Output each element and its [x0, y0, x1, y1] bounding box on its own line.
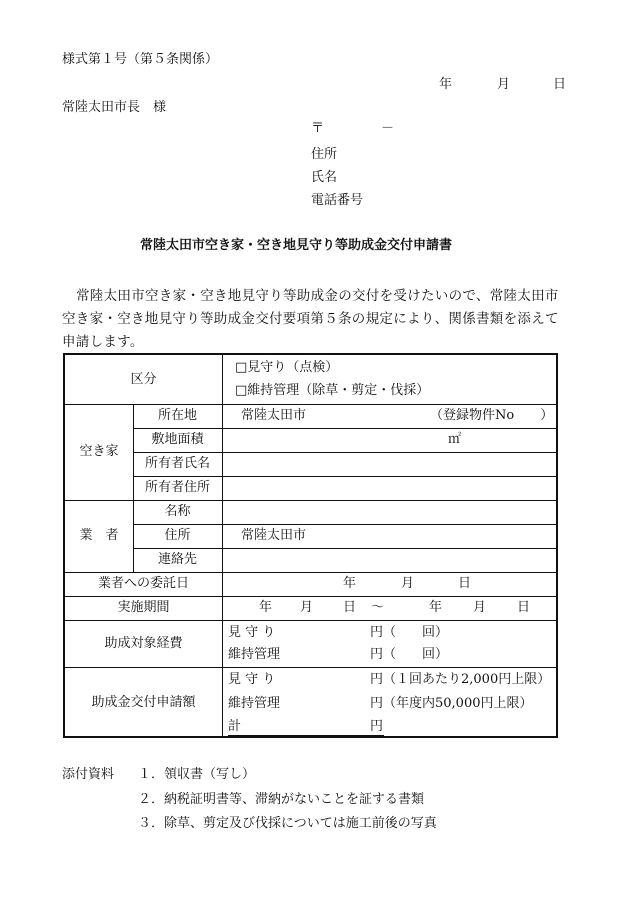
owner-name-label: 所有者氏名 [144, 456, 210, 471]
commission-month: 月 [401, 576, 415, 591]
applicant-address-label: 住所 [311, 147, 338, 162]
contractor-address-label: 住所 [164, 528, 191, 543]
attachments-label: 添付資料 [62, 767, 115, 782]
registration-number: （登録物件No ） [430, 408, 554, 423]
eligible-cost-watch-label: 見 守 り [228, 625, 276, 640]
site-area-label: 敷地面積 [151, 432, 204, 447]
contractor-group-label: 業 者 [79, 528, 119, 543]
eligible-cost-label: 助成対象経費 [104, 636, 183, 651]
grant-maintenance-unit: 円（年度内50,000円上限） [370, 696, 533, 711]
body-paragraph: 常陸太田市空き家・空き地見守り等助成金の交付を受けたいので、常陸太田市空き家・空き地見守り等助成金交付要項第５条の規定により、関係書類を添えて申請します。 [62, 288, 559, 350]
applicant-phone-label: 電話番号 [311, 193, 364, 208]
attachment-item: ２．納税証明書等、滞納がないことを証する書類 [138, 792, 425, 807]
document-title: 常陸太田市空き家・空き地見守り等助成金交付申請書 [140, 238, 453, 253]
site-area-unit: ㎡ [448, 432, 462, 447]
period-from-day: 日 [343, 600, 357, 615]
postal-dash: － [381, 121, 395, 136]
grant-total-label: 計 [228, 719, 242, 734]
location-value: 常陸太田市 [241, 408, 307, 423]
grant-total-unit: 円 [370, 719, 384, 734]
form-number: 様式第１号（第５条関係） [62, 52, 219, 67]
postal-mark: 〒 [311, 121, 325, 136]
category-label: 区分 [130, 372, 157, 387]
attachment-item: ３．除草、剪定及び伐採については施工前後の写真 [138, 816, 437, 831]
category-option-maintenance[interactable]: □維持管理（除草・剪定・伐採） [235, 383, 430, 398]
contractor-address-value: 常陸太田市 [241, 528, 307, 543]
contractor-contact-label: 連絡先 [157, 552, 197, 567]
commission-date-label: 業者への委託日 [97, 576, 189, 591]
eligible-cost-maintenance-unit: 円（ 回） [370, 647, 449, 662]
grant-watch-label: 見 守 り [228, 672, 276, 687]
application-form-table [63, 353, 558, 738]
addressee: 常陸太田市長 様 [62, 100, 167, 115]
period-from-year: 年 [259, 600, 273, 615]
commission-year: 年 [343, 576, 357, 591]
location-label: 所在地 [157, 408, 197, 423]
date-year: 年 [439, 77, 453, 92]
date-day: 日 [553, 77, 567, 92]
grant-maintenance-label: 維持管理 [228, 696, 281, 711]
period-from-month: 月 [300, 600, 314, 615]
eligible-cost-watch-unit: 円（ 回） [370, 625, 449, 640]
period-tilde: ～ [371, 600, 385, 615]
eligible-cost-maintenance-label: 維持管理 [228, 647, 281, 662]
contractor-name-label: 名称 [164, 504, 191, 519]
grant-request-label: 助成金交付申請額 [91, 695, 196, 710]
applicant-name-label: 氏名 [311, 170, 338, 185]
owner-address-label: 所有者住所 [144, 480, 210, 495]
grant-watch-unit: 円（１回あたり2,000円上限） [370, 672, 551, 687]
period-to-year: 年 [429, 600, 443, 615]
category-option-watch[interactable]: □見守り（点検） [235, 360, 339, 375]
commission-day: 日 [458, 576, 472, 591]
period-to-month: 月 [473, 600, 487, 615]
period-label: 実施期間 [117, 600, 170, 615]
attachment-item: １．領収書（写し） [138, 767, 256, 782]
period-to-day: 日 [517, 600, 531, 615]
vacant-house-group-label: 空き家 [79, 444, 119, 459]
date-month: 月 [497, 77, 511, 92]
